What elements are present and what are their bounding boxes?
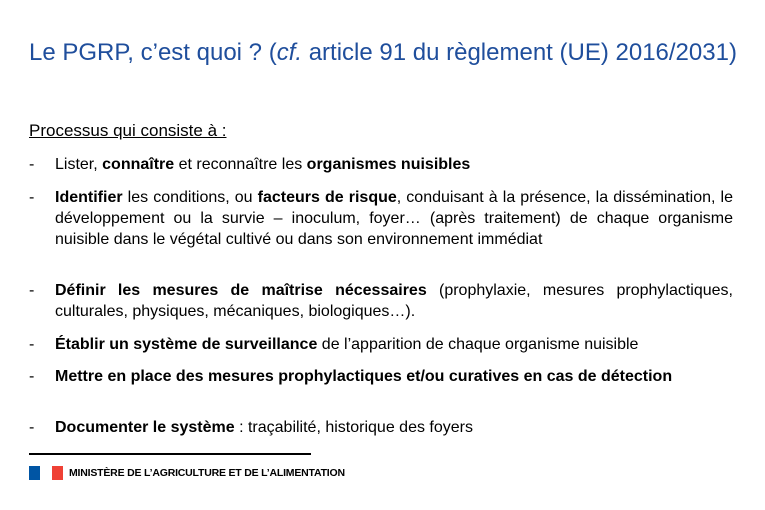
ministry-name: MINISTÈRE DE L’AGRICULTURE ET DE L’ALIMENTATION <box>69 467 345 479</box>
item-text-bold: Établir un système de surveillance <box>55 336 318 353</box>
list-item-text <box>55 366 672 387</box>
item-text-part: Lister, <box>55 156 103 173</box>
title-suffix: article 91 du règlement (UE) 2016/2031) <box>302 39 737 66</box>
item-text-bold: facteurs de risque <box>257 189 397 206</box>
slide-subtitle: Processus qui consiste à : <box>29 121 227 140</box>
title-prefix: Le PGRP, c’est quoi ? ( <box>29 39 277 66</box>
list-dash: - <box>29 419 35 436</box>
list-dash: - <box>29 336 35 353</box>
list-dash: - <box>29 156 35 173</box>
list-item <box>29 366 672 387</box>
list-item-text <box>55 417 473 438</box>
item-text-part: : traçabilité, historique des foyers <box>234 419 473 436</box>
list-dash: - <box>29 368 35 385</box>
item-text-bold: Documenter le système <box>55 419 235 436</box>
list-item-text <box>55 154 470 175</box>
item-text-part: (prophylaxie, mesures prophylactiques, culturales, physiques, mécaniques, biologiques…). <box>55 282 733 320</box>
item-text-part: les conditions, ou <box>122 189 258 206</box>
list-item-text <box>55 280 733 322</box>
list-item <box>29 154 470 175</box>
list-item <box>29 334 638 355</box>
list-item <box>29 417 473 438</box>
ministry-logo <box>29 466 345 480</box>
list-item <box>29 280 733 322</box>
item-text-part: , conduisant à la présence, la dissémination, le développement ou la survie – inoculum, foyer… (après traitement) de chaque organisme nuisible dans le végétal cultivé ou dans son environnement immédiat <box>55 189 733 248</box>
flag-red-band <box>52 466 63 480</box>
list-dash: - <box>29 189 35 206</box>
item-text-part: et reconnaître les <box>174 156 307 173</box>
list-item-text <box>55 187 733 250</box>
item-text-bold: Définir les mesures de maîtrise nécessaires <box>55 282 427 299</box>
item-text-bold: Mettre en place des mesures prophylactiques et/ou curatives en cas de détection <box>55 368 673 385</box>
title-cf: cf. <box>276 39 303 66</box>
flag-white-band <box>40 466 51 480</box>
list-dash: - <box>29 282 35 299</box>
item-text-bold: Identifier <box>55 189 123 206</box>
footer-divider <box>29 453 311 455</box>
french-flag-icon <box>29 466 63 480</box>
flag-blue-band <box>29 466 40 480</box>
slide-title <box>29 36 749 69</box>
item-text-part: de l’apparition de chaque organisme nuisible <box>317 336 639 353</box>
item-text-bold: organismes nuisibles <box>306 156 471 173</box>
list-item <box>29 187 733 250</box>
list-item-text <box>55 334 638 355</box>
item-text-bold: connaître <box>102 156 175 173</box>
